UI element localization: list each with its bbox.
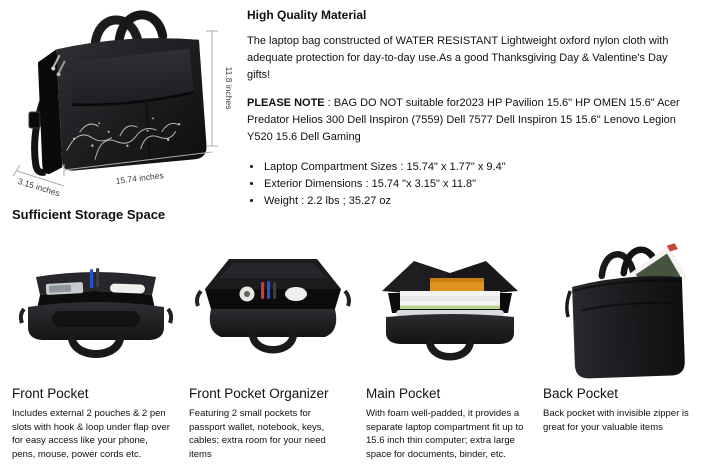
spec-bullet-weight: • Weight : 2.2 lbs ; 35.27 oz: [263, 193, 693, 210]
storage-column-main-pocket: [366, 230, 533, 461]
column-title: Front Pocket Organizer: [189, 386, 329, 401]
please-note-text: : BAG DO NOT suitable for2023 HP Pavilion 15.6" HP OMEN 15.6" Acer Predator Helios 300 Dell Inspiron (7559) Dell 7577 Dell Inspiron 15 15.6" Lenovo Legion Y520 15.6 Dell Gaming: [247, 97, 680, 143]
bag-handle: [72, 339, 120, 354]
bag-handle: [253, 337, 293, 350]
please-note-paragraph: [247, 95, 693, 146]
material-section: [0, 0, 705, 207]
depth-dimension-label: 3.15 inches: [16, 175, 62, 199]
column-description: Back pocket with invisible zipper is great for your valuable items: [543, 408, 689, 433]
front-pocket-bag-photo: [16, 231, 176, 381]
height-dimension-label: 11.8 inches: [224, 66, 234, 110]
column-title: Front Pocket: [12, 386, 89, 401]
storage-column-back-pocket: [543, 230, 705, 461]
width-dimension-label: 15.74 inches: [115, 170, 165, 186]
spec-bullet-compartment: • Laptop Compartment Sizes : 15.74" x 1.77" x 9.4": [263, 159, 693, 176]
column-description: With foam well-padded, it provides a separate laptop compartment fit up to 15.6 inch thin computer; extra large space for documents, binder, etc.: [366, 408, 524, 460]
storage-heading: Sufficient Storage Space: [12, 207, 166, 222]
main-pocket-bag-photo: [370, 231, 530, 381]
column-title: Back Pocket: [543, 386, 619, 401]
front-pocket-organizer-bag-photo: [193, 231, 353, 381]
spec-bullet-exterior: • Exterior Dimensions : 15.74 "x 3.15" x 11.8": [263, 176, 693, 193]
column-description: Includes external 2 pouches & 2 pen slots with hook & loop under flap over for easy access like your phone, pens, mouse, power cords etc.: [12, 408, 170, 460]
storage-column-front-pocket-organizer: [189, 230, 356, 461]
back-pocket-bag-photo: [547, 231, 705, 381]
please-note-label: PLEASE NOTE: [247, 97, 325, 109]
spec-bullet-list: [263, 159, 693, 210]
storage-section: [0, 200, 705, 461]
column-title: Main Pocket: [366, 386, 441, 401]
bag-handle: [430, 344, 470, 357]
material-paragraph: The laptop bag constructed of WATER RESISTANT Lightweight oxford nylon cloth with adequate protection for day-to-day use.As a good Thanksgiving Day & Valentine's Day gifts!: [247, 35, 669, 81]
product-dimensions-image: [0, 0, 245, 200]
storage-column-front-pocket: [12, 230, 179, 461]
column-description: Featuring 2 small pockets for passport wallet, notebook, keys, cables; extra room for your need items: [189, 408, 326, 460]
laptop-bag-hero-photo: [0, 0, 245, 200]
material-heading: High Quality Material: [247, 8, 367, 22]
